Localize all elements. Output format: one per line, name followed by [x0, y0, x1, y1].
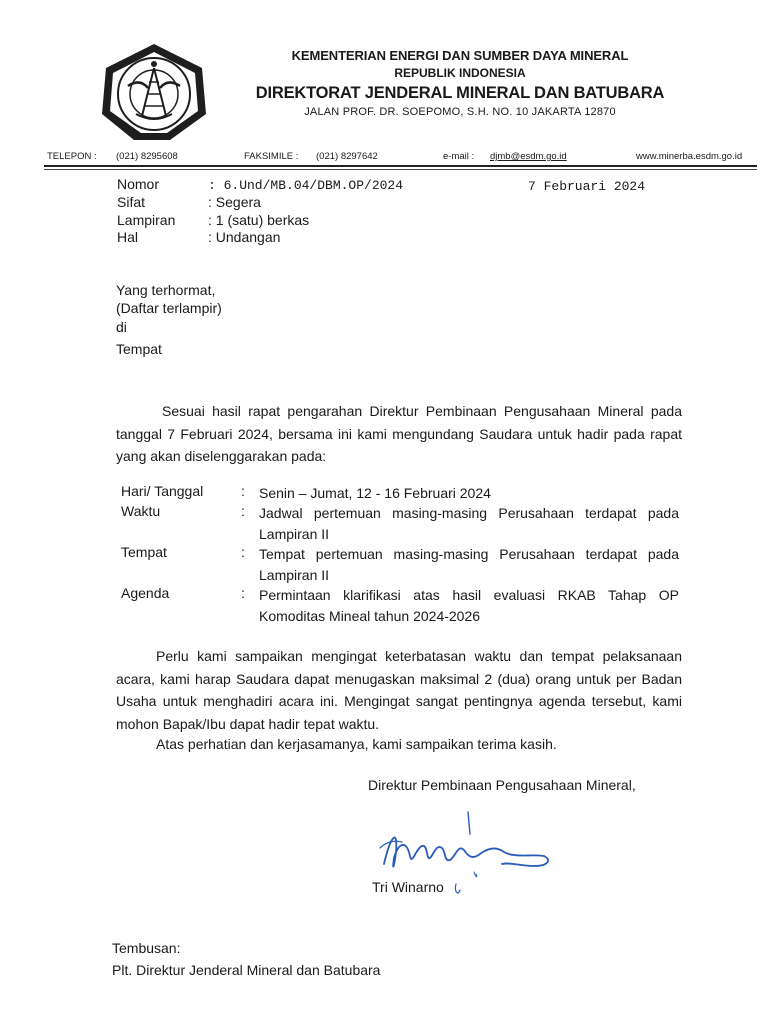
detail-label-time: Waktu — [121, 503, 161, 519]
hal-value: : Undangan — [208, 229, 281, 245]
header-rule-thick — [44, 165, 757, 167]
recipient-place: Tempat — [116, 341, 162, 357]
detail-value-agenda: Permintaan klarifikasi atas hasil evaluasi RKAB Tahap OP Komoditas Mineal tahun 2024-2026 — [259, 587, 679, 624]
intro-paragraph: Sesuai hasil rapat pengarahan Direktur Pembinaan Pengusahaan Mineral pada tanggal 7 Februari 2024, bersama ini kami mengundang Saudara untuk hadir pada rapat yang akan diselenggarakan pada: — [116, 403, 682, 464]
detail-value-date: Senin – Jumat, 12 - 16 Februari 2024 — [259, 485, 491, 501]
country-name: REPUBLIK INDONESIA — [394, 66, 526, 80]
directorate-name: DIREKTORAT JENDERAL MINERAL DAN BATUBARA — [255, 84, 665, 102]
website-link[interactable]: www.minerba.esdm.go.id — [636, 151, 743, 162]
email-link[interactable]: djmb@esdm.go.id — [490, 151, 567, 162]
cc-item: Plt. Direktur Jenderal Mineral dan Batubara — [112, 962, 381, 978]
detail-colon: : — [241, 503, 245, 519]
sifat-value: : Segera — [208, 194, 261, 210]
closing-line: Atas perhatian dan kerjasamanya, kami sampaikan terima kasih. — [156, 736, 557, 752]
ministry-name: KEMENTERIAN ENERGI DAN SUMBER DAYA MINERAL — [291, 48, 629, 63]
detail-label-agenda: Agenda — [121, 585, 170, 601]
signatory-title: Direktur Pembinaan Pengusahaan Mineral, — [368, 777, 636, 793]
email-label: e-mail : — [443, 151, 475, 162]
phone-label: TELEPON : — [47, 151, 97, 162]
hal-label: Hal — [117, 229, 139, 245]
nomor-label: Nomor — [117, 176, 160, 192]
cc-label: Tembusan: — [112, 940, 181, 956]
letter-date: 7 Februari 2024 — [528, 179, 646, 194]
signatory-name: Tri Winarno — [372, 879, 444, 895]
ministry-logo — [98, 42, 210, 142]
header-rule-thin — [44, 169, 757, 170]
salutation: Yang terhormat, — [116, 282, 216, 298]
detail-value-time: Jadwal pertemuan masing-masing Perusahaan terdapat pada Lampiran II — [259, 505, 679, 542]
phone-number: (021) 8295608 — [116, 151, 178, 162]
recipient-list: (Daftar terlampir) — [116, 300, 222, 316]
body-paragraph: Perlu kami sampaikan mengingat keterbatasan waktu dan tempat pelaksanaan acara, kami harap Saudara dapat menugaskan maksimal 2 (dua) orang untuk per Badan Usaha untuk menghadiri acara ini. Mengingat sangat pentingnya agenda tersebut, kami mohon Bapak/Ibu dapat hadir tepat waktu. — [116, 648, 682, 732]
detail-label-date: Hari/ Tanggal — [121, 483, 204, 499]
fax-number: (021) 8297642 — [316, 151, 378, 162]
fax-label: FAKSIMILE : — [244, 151, 299, 162]
address: JALAN PROF. DR. SOEPOMO, S.H. NO. 10 JAKARTA 12870 — [304, 106, 616, 118]
detail-colon: : — [241, 544, 245, 560]
detail-colon: : — [241, 585, 245, 601]
nomor-value: : 6.Und/MB.04/DBM.OP/2024 — [208, 178, 404, 193]
detail-value-place: Tempat pertemuan masing-masing Perusahaan terdapat pada Lampiran II — [259, 546, 679, 583]
detail-label-place: Tempat — [121, 544, 167, 560]
recipient-di: di — [116, 319, 127, 335]
detail-colon: : — [241, 483, 245, 499]
sifat-label: Sifat — [117, 194, 146, 210]
lampiran-label: Lampiran — [117, 212, 176, 228]
lampiran-value: : 1 (satu) berkas — [208, 212, 310, 228]
